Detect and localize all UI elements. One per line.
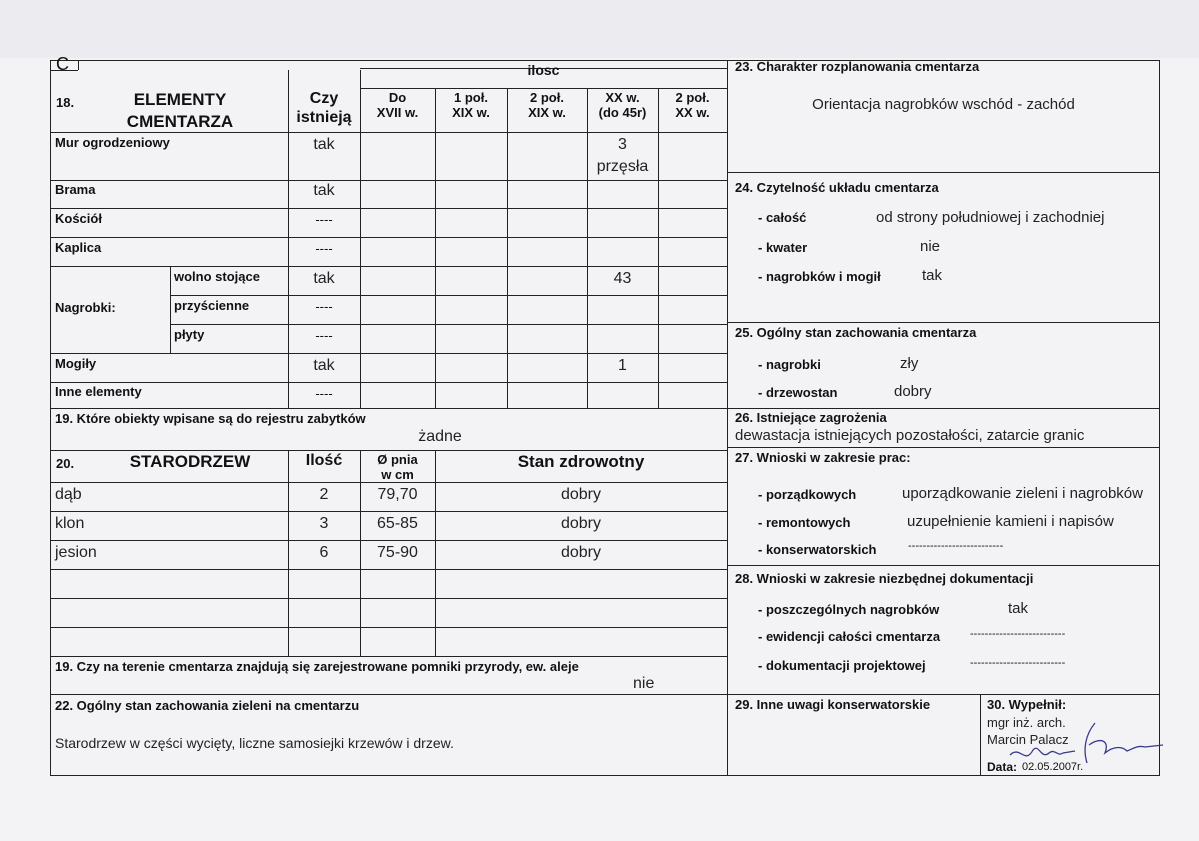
- tree-diameter: 79,70: [377, 486, 418, 503]
- row-label-mur: Mur ogrodzeniowy: [55, 135, 170, 150]
- signature-scribble: [1005, 715, 1165, 775]
- tree-diameter: 75-90: [377, 544, 418, 561]
- section-25-title: 25. Ogólny stan zachowania cmentarza: [735, 325, 977, 340]
- tree-count: 3: [319, 515, 329, 532]
- row-exists-mogily: tak: [313, 357, 335, 374]
- s28-item-value: tak: [1008, 600, 1029, 617]
- s25-item-label: - nagrobki: [758, 357, 821, 372]
- row-xx-mur-1: 3: [618, 136, 627, 153]
- s27-item-label: - konserwatorskich: [758, 542, 877, 557]
- row-label-mogily: Mogiły: [55, 356, 97, 371]
- section-19-registry-title: 19. Które obiekty wpisane są do rejestru zabytków: [55, 411, 366, 426]
- corner-mark: C: [56, 54, 69, 74]
- section-18-title-line1: ELEMENTY: [133, 90, 227, 109]
- date-value: 02.05.2007r.: [1022, 761, 1084, 773]
- row-exists-mur: tak: [313, 136, 335, 153]
- s28-item-value: --------------------------: [970, 628, 1066, 640]
- row-xx-mogily: 1: [618, 357, 627, 374]
- section-22-value: Starodrzew w części wycięty, liczne samosiejki krzewów i drzew.: [55, 735, 454, 751]
- starodrzew-col-stan: Stan zdrowotny: [517, 452, 645, 471]
- row-exists-kaplica: ----: [315, 241, 333, 256]
- s27-item-value: uzupełnienie kamieni i napisów: [907, 513, 1114, 530]
- section-24-title: 24. Czytelność układu cmentarza: [735, 180, 939, 195]
- s24-item-label: - kwater: [758, 240, 808, 255]
- section-20-title: STARODRZEW: [129, 452, 251, 471]
- tree-count: 2: [319, 486, 329, 503]
- nagrobki-sub-label: przyścienne: [174, 298, 250, 313]
- period-header: XVII w.: [376, 105, 419, 120]
- period-header: XIX w.: [452, 105, 490, 120]
- nagrobki-sub-label: płyty: [174, 327, 205, 342]
- starodrzew-col-pnia-1: Ø pnia: [377, 452, 418, 467]
- section-19-nature-title: 19. Czy na terenie cmentarza znajdują się zarejestrowane pomniki przyrody, ew. aleje: [55, 659, 579, 674]
- row-exists-inne: ----: [315, 386, 333, 401]
- s28-item-value: --------------------------: [970, 657, 1066, 669]
- period-header: XX w.: [675, 105, 710, 120]
- period-header: 2 poł.: [675, 90, 710, 105]
- s28-item-label: - ewidencji całości cmentarza: [758, 629, 941, 644]
- nagrobki-sub-exists: ----: [315, 299, 333, 314]
- cemetery-inventory-form: [50, 54, 1160, 776]
- filled-by-line2: Marcin Palacz: [987, 732, 1069, 747]
- row-xx-mur-2: przęsła: [596, 158, 649, 175]
- period-header: (do 45r): [598, 105, 647, 120]
- czy-istnieja-line1: Czy: [309, 90, 339, 107]
- s25-item-value: zły: [900, 355, 919, 372]
- nagrobki-sub-exists: ----: [315, 328, 333, 343]
- period-header: XIX w.: [528, 105, 566, 120]
- row-exists-kosciol: ----: [315, 212, 333, 227]
- row-label-inne: Inne elementy: [55, 384, 142, 399]
- nagrobki-sub-exists: tak: [313, 270, 335, 287]
- s27-item-label: - porządkowych: [758, 487, 857, 502]
- s27-item-value: uporządkowanie zieleni i nagrobków: [902, 485, 1143, 502]
- tree-state: dobry: [560, 486, 602, 503]
- s28-item-label: - dokumentacji projektowej: [758, 658, 926, 673]
- s25-item-value: dobry: [894, 383, 932, 400]
- period-header: 1 poł.: [454, 90, 488, 105]
- period-header: XX w.: [605, 90, 640, 105]
- row-label-kaplica: Kaplica: [55, 240, 102, 255]
- czy-istnieja-line2: istnieją: [296, 109, 352, 126]
- section-20-number: 20.: [56, 456, 75, 471]
- s28-item-label: - poszczególnych nagrobków: [758, 602, 940, 617]
- scan-top-margin: [0, 0, 1199, 58]
- ilosc-header: ilosc: [527, 62, 560, 78]
- row-exists-brama: tak: [313, 182, 335, 199]
- section-26-value: dewastacja istniejących pozostałości, zatarcie granic: [735, 427, 1085, 444]
- s25-item-label: - drzewostan: [758, 385, 838, 400]
- period-header: Do: [388, 90, 407, 105]
- s24-item-label: - całość: [758, 210, 807, 225]
- section-28-title: 28. Wnioski w zakresie niezbędnej dokumentacji: [735, 571, 1034, 586]
- section-26-title: 26. Istniejące zagrożenia: [735, 410, 887, 425]
- starodrzew-col-pnia-2: w cm: [381, 467, 414, 482]
- tree-state: dobry: [560, 515, 602, 532]
- section-19-registry-value: żadne: [418, 428, 462, 445]
- filled-by-line1: mgr inż. arch.: [987, 715, 1066, 730]
- nagrobki-sub-label: wolno stojące: [174, 269, 260, 284]
- section-22-title: 22. Ogólny stan zachowania zieleni na cmentarzu: [55, 698, 360, 713]
- s24-item-value: od strony południowej i zachodniej: [876, 209, 1105, 226]
- nagrobki-sub-xx: 43: [613, 270, 632, 287]
- tree-name: jesion: [55, 544, 97, 561]
- s27-item-value: --------------------------: [908, 540, 1004, 552]
- section-19-nature-value: nie: [633, 675, 655, 692]
- tree-name: dąb: [55, 486, 82, 503]
- s24-item-label: - nagrobków i mogił: [758, 269, 881, 284]
- tree-count: 6: [319, 544, 329, 561]
- date-label: Data:: [987, 760, 1018, 774]
- row-label-brama: Brama: [55, 182, 96, 197]
- section-23-title: 23. Charakter rozplanowania cmentarza: [735, 59, 980, 74]
- section-18-number: 18.: [56, 95, 75, 110]
- period-header: 2 poł.: [530, 90, 564, 105]
- tree-name: klon: [55, 515, 85, 532]
- section-27-title: 27. Wnioski w zakresie prac:: [735, 450, 911, 465]
- s27-item-label: - remontowych: [758, 515, 851, 530]
- section-30-title: 30. Wypełnił:: [987, 697, 1067, 712]
- tree-state: dobry: [560, 544, 602, 561]
- starodrzew-col-ilosc: Ilość: [305, 452, 343, 469]
- section-18-title-line2: CMENTARZA: [126, 112, 234, 131]
- s24-item-value: nie: [920, 238, 941, 255]
- row-label-kosciol: Kościół: [55, 211, 102, 226]
- s24-item-value: tak: [922, 267, 943, 284]
- section-23-value: Orientacja nagrobków wschód - zachód: [812, 96, 1075, 113]
- row-label-nagrobki: Nagrobki:: [55, 300, 116, 315]
- tree-diameter: 65-85: [377, 515, 418, 532]
- section-29-title: 29. Inne uwagi konserwatorskie: [735, 697, 931, 712]
